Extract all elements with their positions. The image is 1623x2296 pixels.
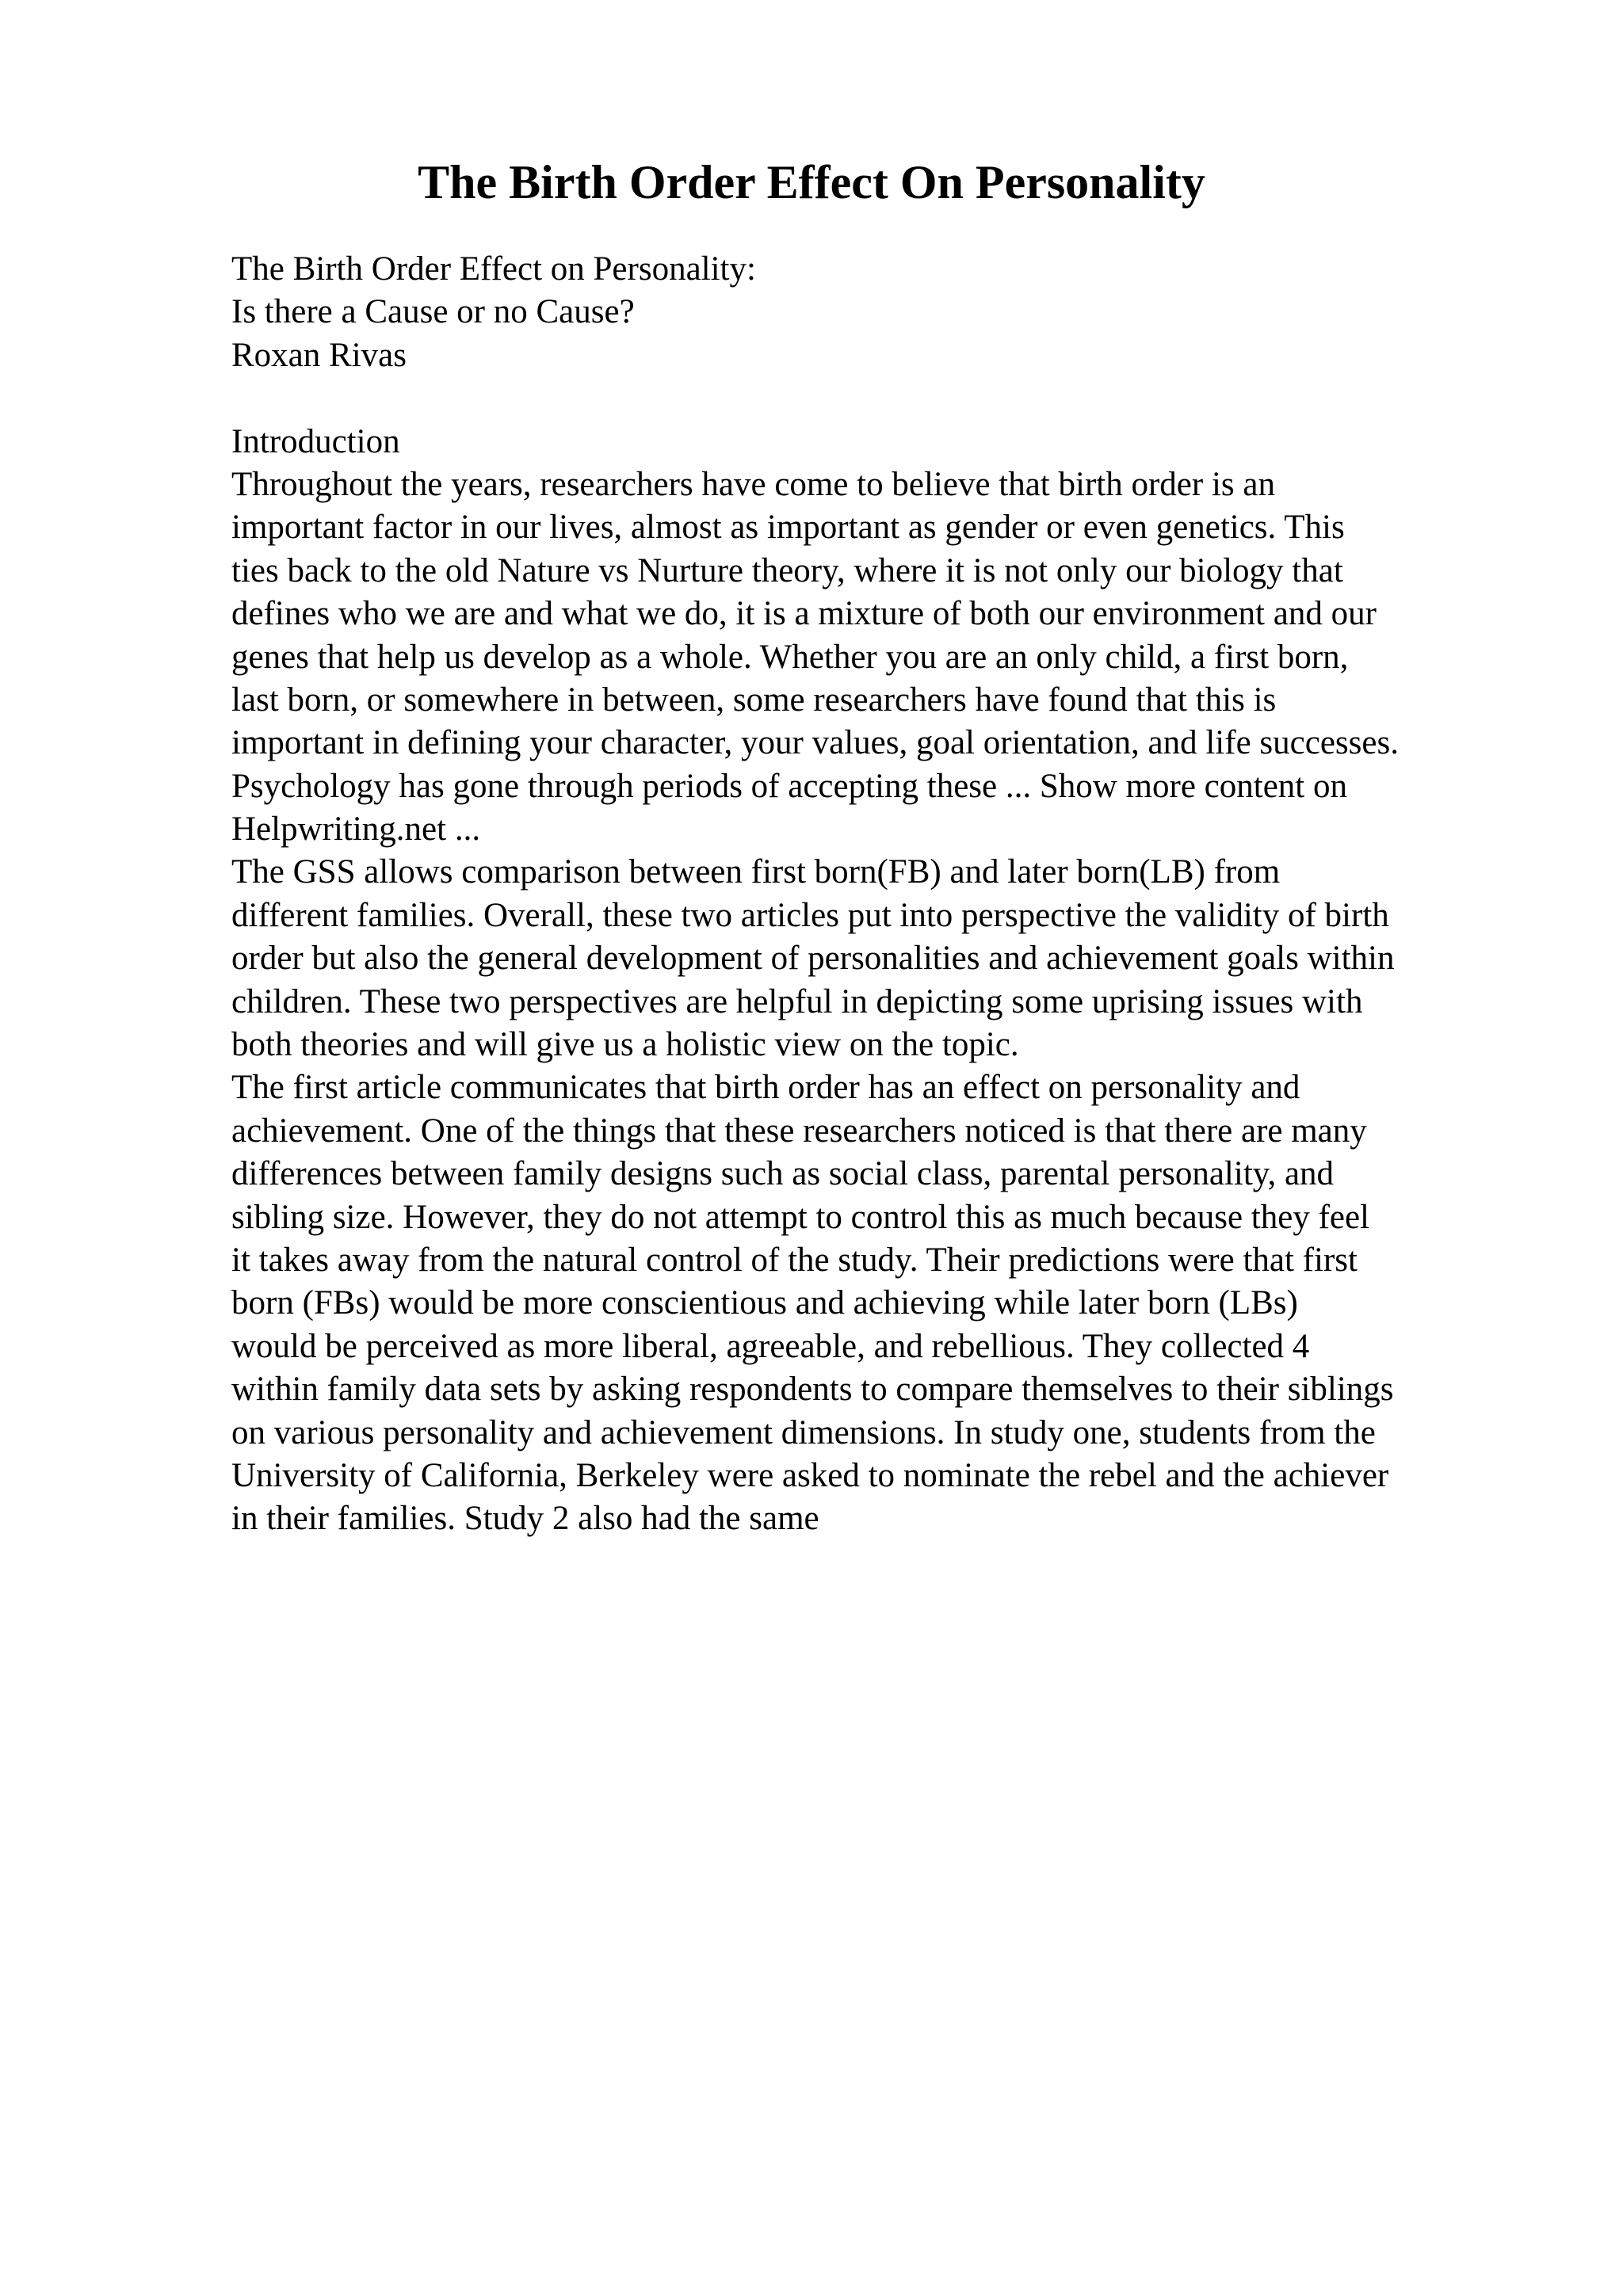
paragraph-line: in their families. Study 2 also had the same (231, 1500, 819, 1538)
paragraph-line: genes that help us develop as a whole. Whether you are an only child, a first born, (231, 638, 1349, 676)
paragraph-line: on various personality and achievement dimensions. In study one, students from the (231, 1413, 1376, 1451)
header-line-subtitle: The Birth Order Effect on Personality: (231, 250, 756, 288)
section-heading-introduction: Introduction (231, 422, 400, 460)
paragraph-line: important in defining your character, your values, goal orientation, and life successes. (231, 724, 1399, 762)
paragraph-line: last born, or somewhere in between, some researchers have found that this is (231, 681, 1277, 719)
paragraph-3 (231, 1066, 1515, 1540)
paragraph-line: achievement. One of the things that these researchers noticed is that there are many (231, 1112, 1367, 1150)
paragraph-line: Throughout the years, researchers have come to believe that birth order is an (231, 465, 1275, 503)
paragraph-line: defines who we are and what we do, it is a mixture of both our environment and our (231, 595, 1377, 633)
paragraph-line: important factor in our lives, almost as important as gender or even genetics. This (231, 509, 1345, 547)
paragraph-line: differences between family designs such as social class, parental personality, and (231, 1155, 1335, 1193)
document-title: The Birth Order Effect On Personality (418, 156, 1205, 208)
paragraph-line: Helpwriting.net ... (231, 810, 481, 849)
paragraph-line: both theories and will give us a holistic view on the topic. (231, 1026, 1019, 1064)
document-header-block (231, 248, 1515, 377)
paragraph-line: The first article communicates that birth order has an effect on personality and (231, 1069, 1300, 1107)
paragraph-line: within family data sets by asking respondents to compare themselves to their siblings (231, 1371, 1394, 1409)
paragraph-line: would be perceived as more liberal, agreeable, and rebellious. They collected 4 (231, 1327, 1310, 1365)
paragraph-line: University of California, Berkeley were asked to nominate the rebel and the achiever (231, 1456, 1389, 1494)
paragraph-line: order but also the general development of personalities and achievement goals within (231, 940, 1395, 978)
header-line-author: Roxan Rivas (231, 336, 407, 374)
paragraph-line: ties back to the old Nature vs Nurture theory, where it is not only our biology that (231, 551, 1343, 589)
paragraph-1 (231, 463, 1515, 852)
paragraph-line: different families. Overall, these two articles put into perspective the validity of birth (231, 896, 1389, 934)
paragraph-line: children. These two perspectives are helpful in depicting some uprising issues with (231, 982, 1363, 1020)
paragraph-line: it takes away from the natural control of the study. Their predictions were that first (231, 1241, 1358, 1279)
paragraph-line: born (FBs) would be more conscientious and achieving while later born (LBs) (231, 1284, 1298, 1322)
paragraph-line: The GSS allows comparison between first born(FB) and later born(LB) from (231, 853, 1281, 891)
paragraph-line: Psychology has gone through periods of accepting these ... Show more content on (231, 767, 1347, 805)
blank-line (231, 377, 1515, 420)
paragraph-line: sibling size. However, they do not attempt to control this as much because they feel (231, 1198, 1370, 1236)
document-body (231, 248, 1515, 1541)
header-line-question: Is there a Cause or no Cause? (231, 293, 635, 331)
paragraph-2 (231, 851, 1515, 1066)
